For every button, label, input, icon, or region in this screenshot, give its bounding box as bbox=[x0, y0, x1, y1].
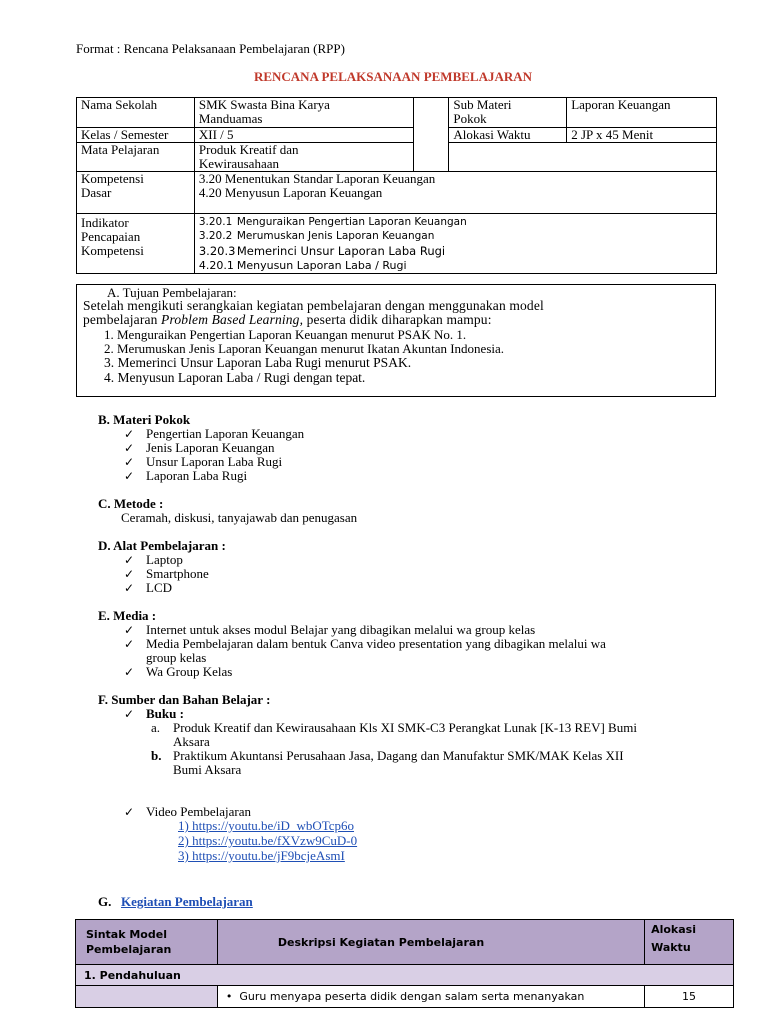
media-heading: E. Media : bbox=[98, 608, 157, 623]
indicator-item: 4.20.1 Menyusun Laporan Laba / Rugi bbox=[198, 259, 407, 272]
video-link[interactable]: 3) https://youtu.be/jF9bcjeAsmI bbox=[178, 848, 345, 863]
kd-label: Kompetensi Dasar bbox=[77, 172, 195, 214]
check-icon: ✓ bbox=[124, 581, 135, 595]
format-line: Format : Rencana Pelaksanaan Pembelajaran (RPP) bbox=[76, 41, 345, 56]
indicator-list bbox=[194, 214, 716, 274]
submateri-value: Laporan Keuangan bbox=[567, 98, 717, 128]
check-icon: ✓ bbox=[124, 567, 135, 581]
indicator-item: 3.20.3Memerinci Unsur Laporan Laba Rugi bbox=[198, 244, 446, 258]
col-header-sintak: Sintak Model Pembelajaran bbox=[76, 920, 218, 965]
alokasi-label: Alokasi Waktu bbox=[449, 128, 567, 143]
materi-item: ✓ Unsur Laporan Laba Rugi bbox=[124, 454, 283, 469]
check-icon: ✓ bbox=[124, 637, 135, 651]
kegiatan-section-row bbox=[76, 965, 734, 986]
alokasi-cell: 15 bbox=[645, 986, 734, 1008]
empty-cell bbox=[449, 143, 717, 172]
alat-item: ✓ LCD bbox=[124, 580, 172, 595]
tujuan-item: 4. Menyusun Laporan Laba / Rugi dengan tepat. bbox=[104, 370, 366, 385]
materi-item: ✓ Pengertian Laporan Keuangan bbox=[124, 426, 305, 441]
tujuan-item: 3. Memerinci Unsur Laporan Laba Rugi menurut PSAK. bbox=[104, 355, 412, 370]
tujuan-item: 2. Merumuskan Jenis Laporan Keuangan menurut Ikatan Akuntan Indonesia. bbox=[104, 341, 505, 356]
class-label: Kelas / Semester bbox=[77, 128, 195, 143]
school-label: Nama Sekolah bbox=[77, 98, 195, 128]
check-icon: ✓ bbox=[124, 441, 135, 455]
class-value: XII / 5 bbox=[194, 128, 414, 143]
kegiatan-header-row bbox=[76, 920, 734, 965]
media-item: ✓ Wa Group Kelas bbox=[124, 664, 233, 679]
check-icon: ✓ bbox=[124, 623, 135, 637]
kd-value: 3.20 Menentukan Standar Laporan Keuangan 4.20 Menyusun Laporan Keuangan bbox=[194, 172, 716, 214]
subject-label: Mata Pelajaran bbox=[77, 143, 195, 172]
kegiatan-heading: G. Kegiatan Pembelajaran bbox=[98, 894, 253, 909]
section-pendahuluan: 1. Pendahuluan bbox=[76, 965, 734, 986]
spacer-cell bbox=[414, 98, 449, 172]
col-header-deskripsi: Deskripsi Kegiatan Pembelajaran bbox=[217, 920, 644, 965]
book-item: b. Praktikum Akuntansi Perusahaan Jasa, Dagang dan Manufaktur SMK/MAK Kelas XII Bumi Aksara bbox=[151, 748, 624, 777]
alat-item: ✓ Smartphone bbox=[124, 566, 209, 581]
info-table bbox=[76, 97, 717, 274]
video-link[interactable]: 1) https://youtu.be/iD_wbOTcp6o bbox=[178, 818, 355, 833]
check-icon: ✓ bbox=[124, 665, 135, 679]
check-icon: ✓ bbox=[124, 707, 135, 721]
check-icon: ✓ bbox=[124, 805, 135, 819]
video-label: ✓ Video Pembelajaran bbox=[124, 804, 251, 819]
check-icon: ✓ bbox=[124, 469, 135, 483]
indicator-label: Indikator Pencapaian Kompetensi bbox=[77, 214, 195, 274]
tujuan-item: 1. Menguraikan Pengertian Laporan Keuangan menurut PSAK No. 1. bbox=[104, 327, 467, 342]
school-value: SMK Swasta Bina Karya Manduamas bbox=[194, 98, 414, 128]
document-title: RENCANA PELAKSANAAN PEMBELAJARAN bbox=[253, 69, 533, 84]
bullet-icon: • bbox=[225, 990, 233, 1003]
tujuan-intro-1: Setelah mengikuti serangkaian kegiatan pembelajaran dengan menggunakan model bbox=[83, 298, 544, 313]
table-row bbox=[76, 986, 734, 1008]
sintak-cell bbox=[76, 986, 218, 1008]
tujuan-box bbox=[76, 284, 716, 397]
check-icon: ✓ bbox=[124, 553, 135, 567]
metode-text: Ceramah, diskusi, tanyajawab dan penugasan bbox=[121, 510, 358, 525]
video-link[interactable]: 2) https://youtu.be/fXVzw9CuD-0 bbox=[178, 833, 358, 848]
submateri-label: Sub Materi Pokok bbox=[449, 98, 567, 128]
book-item: a. Produk Kreatif dan Kewirausahaan Kls XI SMK-C3 Perangkat Lunak [K-13 REV] Bumi Aksara bbox=[151, 720, 637, 749]
kegiatan-table bbox=[75, 919, 734, 1008]
buku-label: ✓ Buku : bbox=[124, 706, 184, 721]
indicator-item: 3.20.1 Menguraikan Pengertian Laporan Keuangan bbox=[198, 216, 467, 228]
materi-heading: B. Materi Pokok bbox=[98, 412, 191, 427]
deskripsi-cell: • Guru menyapa peserta didik dengan salam serta menanyakan bbox=[217, 986, 644, 1008]
subject-value: Produk Kreatif dan Kewirausahaan bbox=[194, 143, 414, 172]
alokasi-value: 2 JP x 45 Menit bbox=[567, 128, 717, 143]
alat-heading: D. Alat Pembelajaran : bbox=[98, 538, 226, 553]
media-item: ✓ Internet untuk akses modul Belajar yang dibagikan melalui wa group kelas bbox=[124, 622, 536, 637]
sumber-heading: F. Sumber dan Bahan Belajar : bbox=[98, 692, 271, 707]
col-header-alokasi: Alokasi Waktu bbox=[645, 920, 734, 965]
tujuan-intro-2: pembelajaran Problem Based Learning, peserta didik diharapkan mampu: bbox=[83, 312, 492, 327]
check-icon: ✓ bbox=[124, 455, 135, 469]
metode-heading: C. Metode : bbox=[98, 496, 164, 511]
materi-item: ✓ Laporan Laba Rugi bbox=[124, 468, 248, 483]
materi-item: ✓ Jenis Laporan Keuangan bbox=[124, 440, 275, 455]
check-icon: ✓ bbox=[124, 427, 135, 441]
indicator-item: 3.20.2 Merumuskan Jenis Laporan Keuangan bbox=[198, 230, 435, 242]
tujuan-heading: A. Tujuan Pembelajaran: bbox=[107, 285, 237, 300]
media-item: ✓ Media Pembelajaran dalam bentuk Canva video presentation yang dibagikan melalui wa group kelas bbox=[124, 636, 606, 665]
alat-item: ✓ Laptop bbox=[124, 552, 183, 567]
